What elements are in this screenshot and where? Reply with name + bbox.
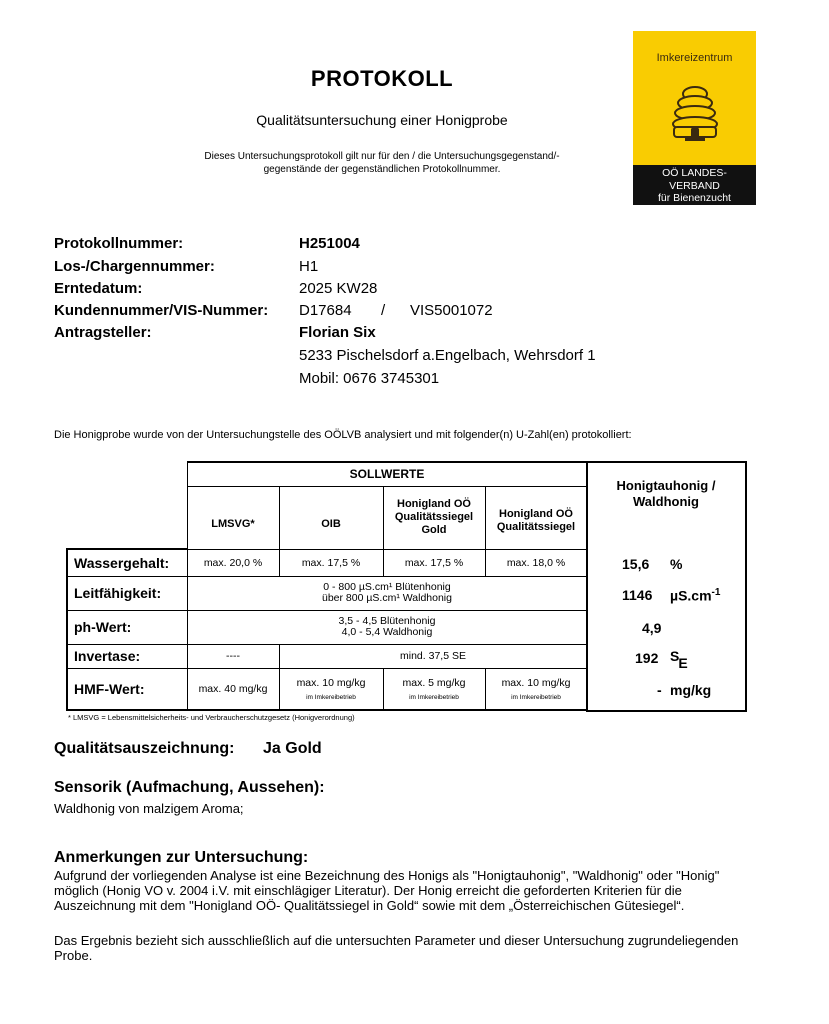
protokollnummer-label: Protokollnummer: bbox=[54, 235, 184, 252]
ph-range-line2: 4,0 - 5,4 Waldhonig bbox=[341, 626, 433, 638]
col-header-qualitaet bbox=[485, 486, 587, 549]
remarks-line5: Probe. bbox=[54, 948, 93, 963]
remarks-paragraph bbox=[54, 868, 799, 913]
col-header-oib: OIB bbox=[279, 486, 383, 549]
result-title-line2: Waldhonig bbox=[633, 494, 699, 509]
row-label-hmf: HMF-Wert: bbox=[67, 668, 187, 710]
protokollnummer-value: H251004 bbox=[299, 235, 360, 252]
award-label: Qualitätsauszeichnung: bbox=[54, 740, 235, 757]
row-label-ph: ph-Wert: bbox=[67, 610, 187, 644]
col-header-gold-line2: Qualitätssiegel bbox=[394, 511, 474, 523]
award-value: Ja Gold bbox=[263, 740, 322, 757]
col-header-qualitaet-line1: Honigland OÖ bbox=[499, 507, 573, 520]
result-ph-value: 4,9 bbox=[642, 620, 662, 636]
result-wasser-unit: % bbox=[670, 556, 683, 572]
hmf-qualitaet-sub: im Imkereibetrieb bbox=[511, 693, 561, 701]
table-corner bbox=[67, 462, 187, 486]
wasser-oib: max. 17,5 % bbox=[279, 549, 383, 576]
sollwerte-header: SOLLWERTE bbox=[187, 462, 587, 486]
kundennummer-separator: / bbox=[381, 302, 386, 319]
logo-band-line1: OÖ LANDES- bbox=[662, 167, 727, 179]
hmf-qualitaet bbox=[485, 668, 587, 710]
result-leit-value: 1146 bbox=[622, 587, 653, 603]
antragsteller-name: Florian Six bbox=[299, 324, 376, 341]
result-invertase-value: 192 bbox=[635, 650, 659, 666]
col-header-qualitaet-line2: Qualitätssiegel bbox=[496, 520, 576, 533]
hmf-oib-sub: im Imkereibetrieb bbox=[306, 693, 356, 701]
result-hmf-value: - bbox=[657, 682, 662, 698]
ph-range-line1: 3,5 - 4,5 Blütenhonig bbox=[338, 615, 436, 627]
result-invertase-unit-s: S bbox=[670, 648, 680, 664]
result-leit-unit-sup: -1 bbox=[711, 587, 721, 598]
beehive-icon bbox=[671, 85, 719, 143]
page-subtitle: Qualitätsuntersuchung einer Honigprobe bbox=[256, 112, 508, 128]
hmf-gold-value: max. 5 mg/kg bbox=[402, 676, 466, 689]
los-value: H1 bbox=[299, 258, 319, 275]
vis-value: VIS5001072 bbox=[410, 302, 493, 319]
wasser-qualitaet: max. 18,0 % bbox=[485, 549, 587, 576]
result-leit-unit-text: µS.cm bbox=[670, 587, 712, 604]
kundennummer-label: Kundennummer/VIS-Nummer: bbox=[54, 302, 269, 319]
sollwerte-table bbox=[66, 461, 588, 711]
validity-note-line2: gegenstände der gegenständlichen Protokollnummer. bbox=[263, 164, 501, 175]
logo-band-line2: VERBAND bbox=[669, 179, 720, 192]
hmf-gold-sub: im Imkereibetrieb bbox=[409, 693, 459, 701]
col-header-gold-line1: Honigland OÖ bbox=[397, 498, 471, 510]
logo-band-line3: für Bienenzucht bbox=[658, 192, 731, 204]
invertase-range: mind. 37,5 SE bbox=[279, 644, 587, 668]
antragsteller-address: 5233 Pischelsdorf a.Engelbach, Wehrsdorf 1 bbox=[299, 347, 596, 364]
antragsteller-mobile: Mobil: 0676 3745301 bbox=[299, 370, 440, 387]
result-invertase-unit-e: E bbox=[678, 654, 688, 671]
erntedatum-value: 2025 KW28 bbox=[299, 280, 378, 297]
row-label-invertase: Invertase: bbox=[67, 644, 187, 668]
remarks-heading: Anmerkungen zur Untersuchung: bbox=[54, 849, 309, 866]
remarks-line4: Das Ergebnis bezieht sich ausschließlich auf die untersuchten Parameter und dieser Untersuchung zugrundeliegenden bbox=[54, 933, 739, 948]
result-hmf-unit: mg/kg bbox=[670, 682, 712, 698]
kundennummer-value: D17684 bbox=[299, 302, 352, 319]
logo-band bbox=[633, 165, 756, 205]
remarks-line1: Aufgrund der vorliegenden Analyse ist eine Bezeichnung des Honigs als "Honigtauhonig", "Waldhonig" oder "Honig" bbox=[54, 868, 720, 883]
leitfaehigkeit-range-line1: 0 - 800 µS.cm¹ Blütenhonig bbox=[323, 581, 451, 593]
validity-note bbox=[140, 150, 624, 176]
result-title bbox=[590, 478, 742, 510]
antragsteller-label: Antragsteller: bbox=[54, 324, 152, 341]
los-label: Los-/Chargennummer: bbox=[54, 258, 215, 275]
hmf-gold bbox=[383, 668, 485, 710]
intro-text: Die Honigprobe wurde von der Untersuchungstelle des OÖLVB analysiert und mit folgender(n) U-Zahl(en) protokolliert: bbox=[54, 429, 632, 441]
remarks-line2: möglich (Honig VO v. 2004 i.V. mit einschlägiger Literatur). Der Honig erreicht die geforderten Kriterien für die bbox=[54, 883, 682, 898]
erntedatum-label: Erntedatum: bbox=[54, 280, 143, 297]
hmf-oib-value: max. 10 mg/kg bbox=[296, 676, 366, 689]
col-header-lmsvg: LMSVG* bbox=[187, 486, 279, 549]
hmf-oib bbox=[279, 668, 383, 710]
hmf-lmsvg: max. 40 mg/kg bbox=[187, 668, 279, 710]
remarks-paragraph-2 bbox=[54, 933, 799, 963]
leitfaehigkeit-range bbox=[187, 576, 587, 610]
table-corner-2 bbox=[67, 486, 187, 549]
row-label-wassergehalt: Wassergehalt: bbox=[67, 549, 187, 576]
table-footnote: * LMSVG = Lebensmittelsicherheits- und Verbraucherschutzgesetz (Honigverordnung) bbox=[68, 713, 355, 722]
row-label-leitfaehigkeit: Leitfähigkeit: bbox=[67, 576, 187, 610]
wasser-lmsvg: max. 20,0 % bbox=[187, 549, 279, 576]
col-header-gold-line3: Gold bbox=[421, 524, 447, 536]
invertase-lmsvg: ---- bbox=[187, 644, 279, 668]
ph-range bbox=[187, 610, 587, 644]
remarks-line3: Auszeichnung mit dem "Honigland OÖ- Qualitätssiegel in Gold“ sowie mit dem „Österreichischen Gütesiegel“. bbox=[54, 898, 685, 913]
wasser-gold: max. 17,5 % bbox=[383, 549, 485, 576]
result-title-line1: Honigtauhonig / bbox=[616, 478, 716, 493]
sensorik-heading: Sensorik (Aufmachung, Aussehen): bbox=[54, 779, 325, 796]
validity-note-line1: Dieses Untersuchungsprotokoll gilt nur für den / die Untersuchungsgegenstand/- bbox=[204, 151, 560, 162]
leitfaehigkeit-range-line2: über 800 µS.cm¹ Waldhonig bbox=[322, 592, 452, 604]
result-invertase-unit bbox=[670, 648, 688, 671]
result-leit-unit bbox=[670, 587, 720, 604]
col-header-gold bbox=[383, 486, 485, 549]
logo bbox=[633, 31, 756, 205]
sensorik-text: Waldhonig von malzigem Aroma; bbox=[54, 801, 244, 816]
logo-top-text: Imkereizentrum bbox=[656, 52, 733, 64]
hmf-qualitaet-value: max. 10 mg/kg bbox=[501, 676, 571, 689]
result-wasser-value: 15,6 bbox=[622, 556, 650, 572]
page-title: PROTOKOLL bbox=[310, 66, 454, 91]
